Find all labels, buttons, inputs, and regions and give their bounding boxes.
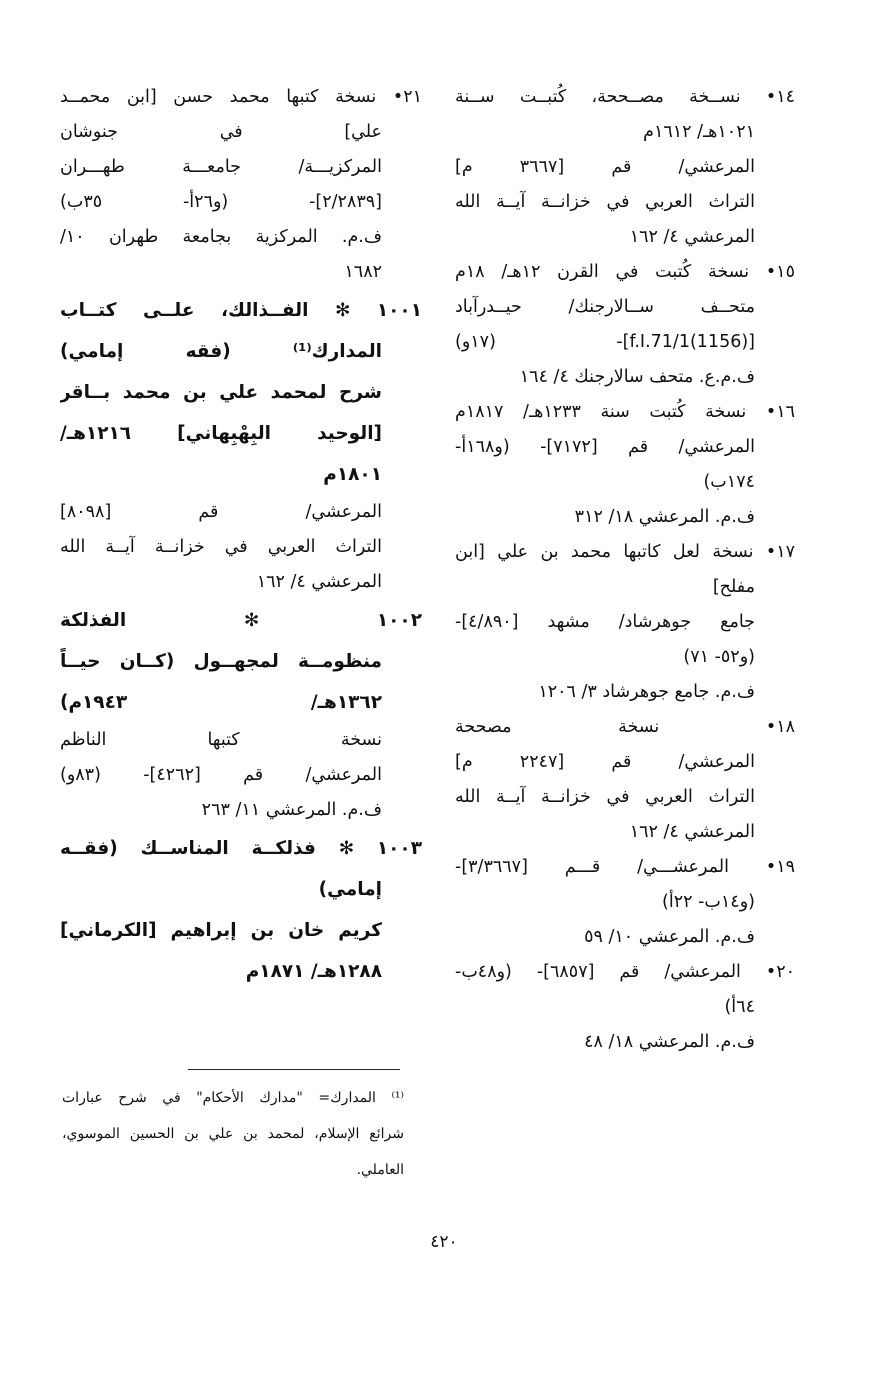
entry-line: المرعشي/ قم [٤٢٦٢]- (٨٣و) [60,765,382,785]
entry-line: ٢٠• المرعشي/ قم [٦٨٥٧]- (و٤٨ب- [455,962,795,982]
entry-line: ١٥• نسخة كُتبت في القرن ١٢هـ/ ١٨م [455,262,795,282]
entry-heading-line: ١٢٨٨هـ/ ١٨٧١م [245,961,382,982]
entry-line: التراث العربي في خزانــة آيــة الله [455,192,755,212]
entry-heading-line: إمامي) [318,879,382,900]
entry-line: ف.م. المركزية بجامعة طهران ١٠/ [60,227,382,247]
left-column [60,80,422,992]
entry-heading-line: ١٠٠١ ✻ الفــذالك، علــى كتــاب [60,300,422,321]
entry-line: ١٩• المرعشـــي/ قـــم [٣/٣٦٦٧]- [455,857,795,877]
entry-line: المرعشي/ قم [٣٦٦٧ م] [455,157,755,177]
entry-heading-line: ١٠٠٢ ✻ الفذلكة [60,610,422,631]
entry-line: نسخة كتبها الناظم [60,730,382,750]
footnote [62,1080,404,1188]
entry-line: ١٠٢١هـ/ ١٦١٢م [643,122,755,142]
entry-line: ٢١• نسخة كتبها محمد حسن [ابن محمــد [60,87,422,107]
entry-line: ف.م. المرعشي ١٠/ ٥٩ [584,927,755,947]
entry-line: المرعشي ٤/ ١٦٢ [629,227,755,247]
entry-line: ف.م. المرعشي ١٨/ ٤٨ [584,1032,755,1052]
entry-line: [(1156)f.I.71/1]- (١٧و) [455,332,755,352]
entry-line: ١٦• نسخة كُتبت سنة ١٢٣٣هـ/ ١٨١٧م [455,402,795,422]
entry-heading-line: المدارك⁽¹⁾ (فقه إمامي) [60,341,382,362]
footnote-line: شرائع الإسلام، لمحمد بن علي بن الحسين الموسوي، [62,1126,404,1142]
entry-heading-line: منظومــة لمجهــول (كــان حيــاً [60,651,382,672]
entry-line: جامع جوهرشاد/ مشهد [٤/٨٩٠]- [455,612,755,632]
entry-heading-line: [الوحيد البِهْبِهاني] ١٢١٦هـ/ [60,423,382,444]
page-number: ٤٢٠ [430,1232,458,1252]
entry-heading-line: شرح لمحمد علي بن محمد بــاقر [60,382,382,403]
entry-heading-line: ١٨٠١م [323,464,382,485]
entry-line: ١٦٨٢ [344,262,382,282]
entry-line: التراث العربي في خزانــة آيــة الله [455,787,755,807]
right-column [455,80,795,1060]
footnote-line: ⁽¹⁾ المدارك= "مدارك الأحكام" في شرح عبارات [62,1090,404,1106]
entry-heading-line: ١٣٦٢هـ/ ١٩٤٣م) [60,692,382,713]
entry-line: المرعشي/ قم [٨٠٩٨] [60,502,382,522]
footnote-line: العاملي. [356,1162,404,1178]
entry-line: مفلح] [712,577,755,597]
entry-heading-line: كريم خان بن إبراهيم [الكرماني] [60,920,382,941]
entry-line: (و٥٢- ٧١) [683,647,755,667]
entry-line: (و١٤ب- ٢٢أ) [662,892,755,912]
entry-line: ١٨• نسخة مصححة [455,717,795,737]
entry-line: التراث العربي في خزانــة آيــة الله [60,537,382,557]
entry-line: ف.م.ع. متحف سالارجنك ٤/ ١٦٤ [519,367,755,387]
entry-line: المرعشي ٤/ ١٦٢ [629,822,755,842]
entry-line: المرعشي/ قم [٧١٧٢]- (و١٦٨أ- [455,437,755,457]
entry-line: علي] في جنوشان [60,122,382,142]
entry-line: ١٧• نسخة لعل كاتبها محمد بن علي [ابن [455,542,795,562]
entry-line: ١٤• نســخة مصــححة، كُتبــت ســنة [455,87,795,107]
entry-line: ف.م. المرعشي ١٨/ ٣١٢ [574,507,755,527]
footnote-separator [188,1069,400,1070]
entry-heading-line: ١٠٠٣ ✻ فذلكــة المناســك (فقــه [60,838,422,859]
entry-line: المرعشي ٤/ ١٦٢ [256,572,382,592]
entry-line: المركزيـــة/ جامعـــة طهـــران [60,157,382,177]
entry-line: [٢/٢٨٣٩]- (و٢٦أ- ٣٥ب) [60,192,382,212]
entry-line: ف.م. جامع جوهرشاد ٣/ ١٢٠٦ [538,682,755,702]
entry-line: متحــف ســالارجنك/ حيــدرآباد [455,297,755,317]
entry-line: المرعشي/ قم [٢٢٤٧ م] [455,752,755,772]
entry-line: ٦٤أ) [724,997,755,1017]
entry-line: ١٧٤ب) [703,472,755,492]
entry-line: ف.م. المرعشي ١١/ ٢٦٣ [201,800,382,820]
